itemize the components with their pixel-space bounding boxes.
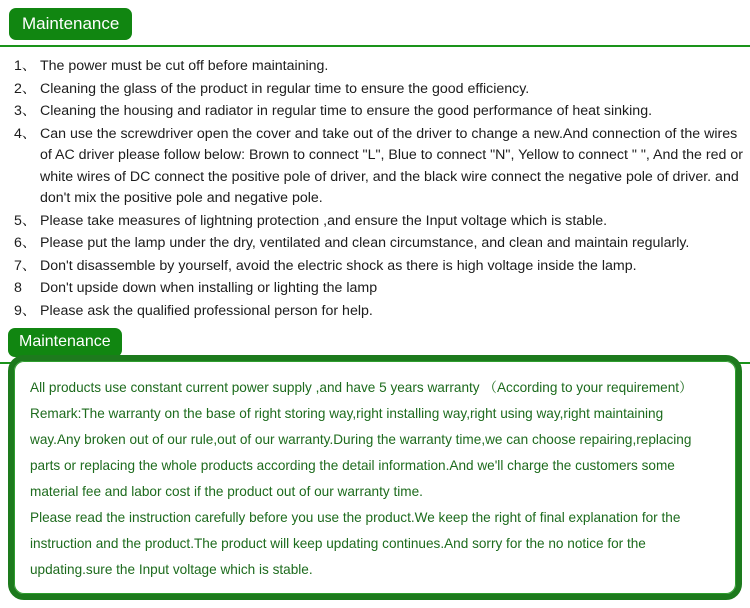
list-item-marker: 3、: [14, 103, 37, 119]
list-item: [0, 101, 750, 123]
list-item-text: Don't disassemble by yourself, avoid the electric shock as there is high voltage inside the lamp.: [40, 257, 637, 274]
list-item: [0, 79, 750, 101]
list-item-text: Don't upside down when installing or lighting the lamp: [40, 280, 378, 296]
list-item: [0, 256, 750, 278]
list-item: [0, 124, 750, 210]
warranty-text-body: [14, 361, 736, 593]
warranty-panel: [8, 355, 742, 600]
warranty-line: way.Any broken out of our rule,out of our warranty.During the warranty time,we can choose repairing,replacing: [30, 432, 692, 447]
maintenance-section-header-1: [0, 0, 750, 47]
list-item-text: Please put the lamp under the dry, ventilated and clean circumstance, and clean and maintain regularly.: [40, 235, 690, 251]
list-item-text: The power must be cut off before maintaining.: [40, 58, 329, 74]
list-item-marker: 2、: [14, 80, 37, 97]
warranty-line: parts or replacing the whole products according the detail information.And we'll charge the customers some: [30, 458, 675, 473]
warranty-line: material fee and labor cost if the product out of our warranty time.: [30, 484, 423, 499]
warranty-line: updating.sure the Input voltage which is stable.: [30, 562, 313, 577]
header-divider-1: [0, 45, 750, 47]
list-item-text: Can use the screwdriver open the cover and take out of the driver to change a new.And connection of the wires of AC driver please follow below: Brown to connect "L", Blue to connect "N", Yellow to connect " ", And the red or white wires of DC connect the positive pole of driver, and the black wire connect the negative pole of driver. and don't mix the positive pole and negative pole.: [40, 125, 743, 206]
warranty-line: All products use constant current power supply ,and have 5 years warranty （According to your requirement）: [30, 380, 693, 395]
warranty-line: Please read the instruction carefully before you use the product.We keep the right of final explanation for the: [30, 510, 681, 525]
section-badge-maintenance-2: Maintenance: [8, 328, 122, 357]
list-item-text: Cleaning the glass of the product in regular time to ensure the good efficiency.: [40, 80, 530, 97]
list-item-marker: 9、: [14, 302, 37, 319]
list-item-text: Cleaning the housing and radiator in regular time to ensure the good performance of heat sinking.: [40, 103, 653, 119]
list-item-marker: 4、: [14, 125, 37, 142]
list-item-marker: 8: [14, 280, 22, 296]
list-item: [0, 211, 750, 233]
list-item: [0, 56, 750, 78]
list-item-marker: 7、: [14, 257, 37, 274]
list-item-text: Please take measures of lightning protection ,and ensure the Input voltage which is stable.: [40, 212, 608, 229]
list-item: [0, 233, 750, 255]
list-item-marker: 6、: [14, 235, 37, 251]
list-item: [0, 301, 750, 323]
list-item-marker: 5、: [14, 212, 37, 229]
section-badge-maintenance-1: Maintenance: [9, 8, 132, 40]
warranty-line: instruction and the product.The product will keep updating continues.And sorry for the no notice for the: [30, 536, 646, 551]
list-item-marker: 1、: [14, 58, 37, 74]
warranty-line: Remark:The warranty on the base of right storing way,right installing way,right using way,right maintaining: [30, 406, 664, 421]
list-item-text: Please ask the qualified professional person for help.: [40, 302, 373, 319]
list-item: [0, 278, 750, 300]
maintenance-list: [0, 47, 750, 322]
